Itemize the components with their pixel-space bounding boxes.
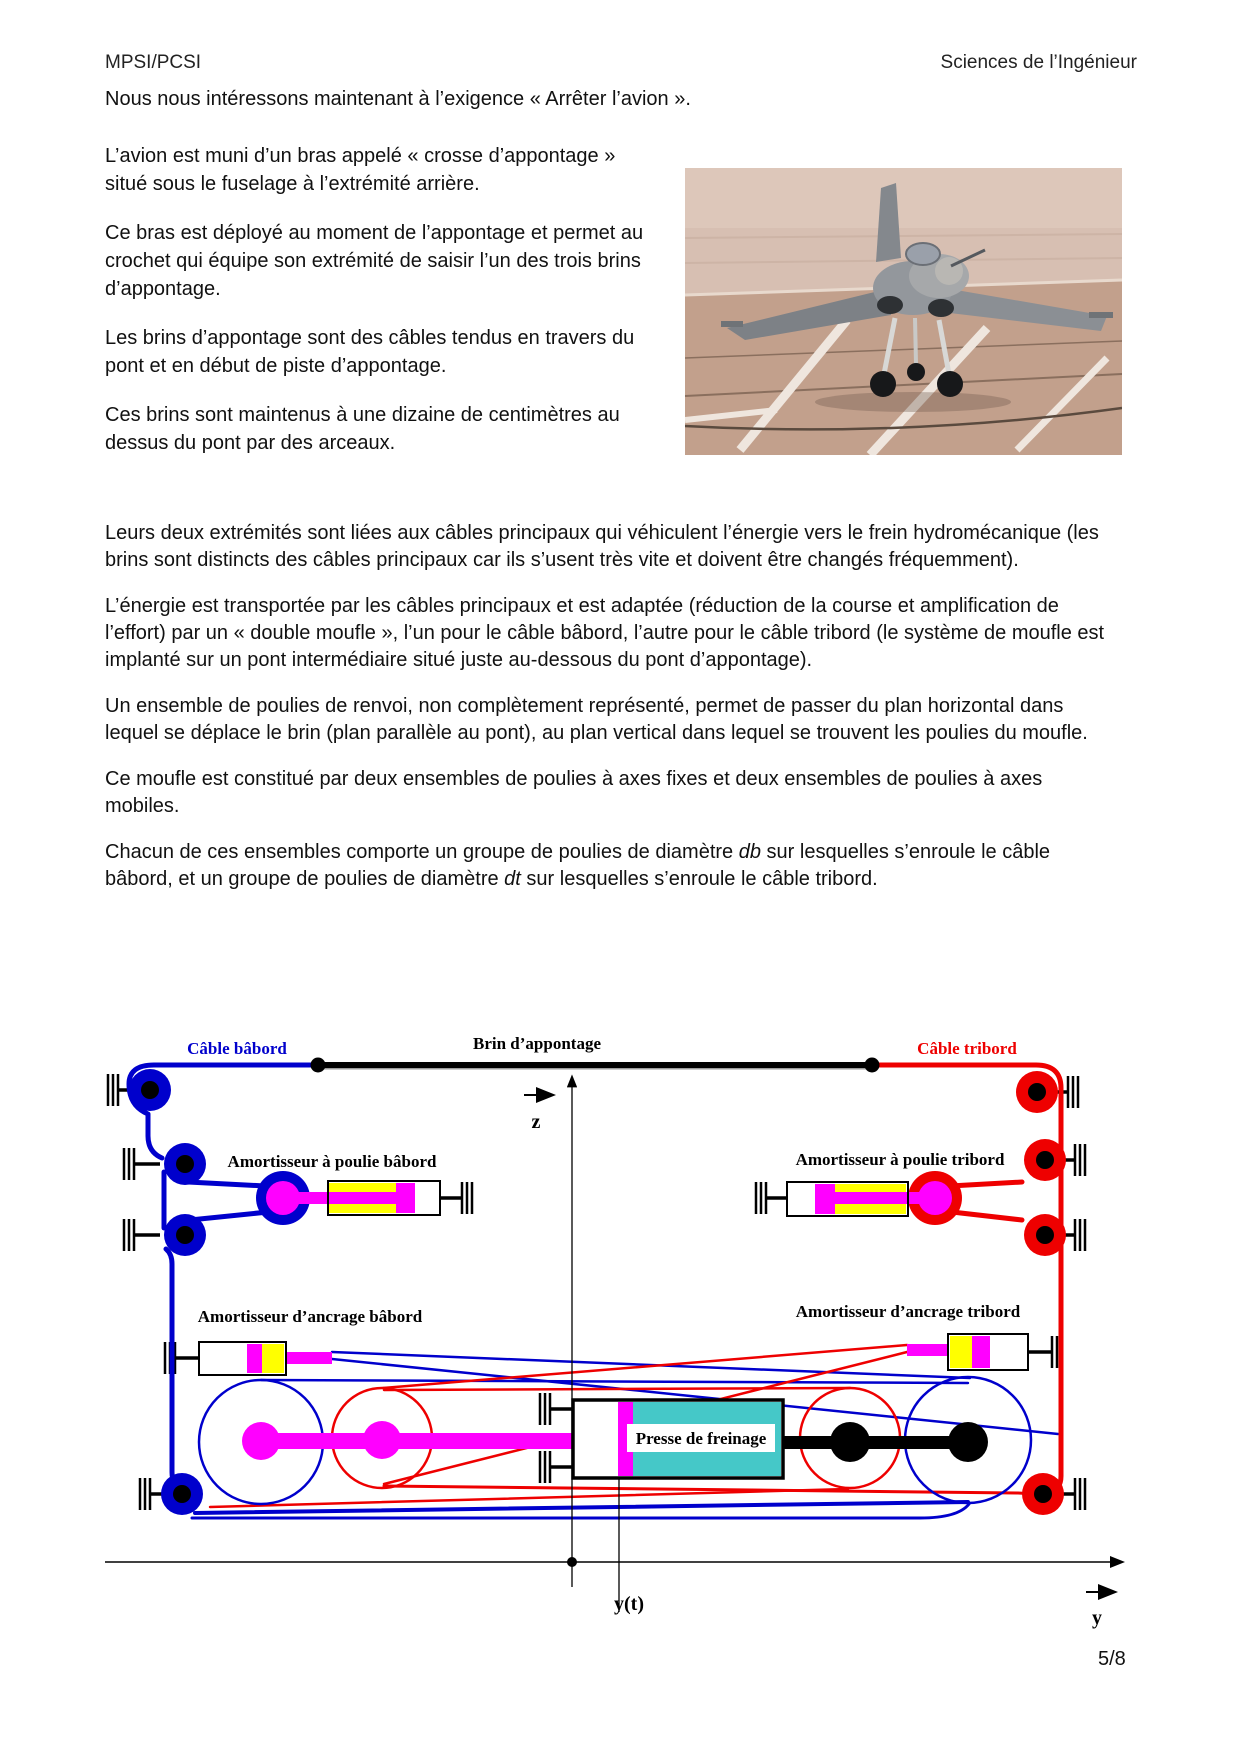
paragraph-poulies-renvoi: Un ensemble de poulies de renvoi, non complètement représenté, permet de passer du plan horizontal dans lequel se déplace le brin (plan parallèle au pont), au plan vertical dans lequel se trouvent les poulies du moufle. xyxy=(105,695,1088,744)
pulley-babord xyxy=(129,1069,171,1111)
hub xyxy=(242,1422,280,1460)
arresting-gear-diagram xyxy=(100,1032,1140,1632)
paragraph-extremites: Leurs deux extrémités sont liées aux câbles principaux qui véhiculent l’énergie vers le frein hydromécanique (les brins sont distincts des câbles principaux car ils s’usent très vite et doivent être changés fréquemment). xyxy=(105,522,1099,571)
label-amortisseur-poulie-babord: Amortisseur à poulie bâbord xyxy=(227,1152,437,1171)
label-cable-tribord: Câble tribord xyxy=(917,1039,1017,1058)
canopy xyxy=(906,243,940,265)
wheel xyxy=(937,371,963,397)
cable-junction xyxy=(865,1058,880,1073)
header-course: MPSI/PCSI xyxy=(105,52,202,73)
label-brin: Brin d’appontage xyxy=(473,1034,601,1053)
nose-gear-strut xyxy=(915,318,916,364)
aircraft-photo-svg xyxy=(685,168,1122,455)
pulley-tribord xyxy=(1024,1214,1066,1256)
amortisseur-ancrage-babord xyxy=(199,1342,332,1375)
presse-de-freinage xyxy=(573,1400,783,1478)
origin-dot xyxy=(567,1557,577,1567)
paragraph-bras: Ce bras est déployé au moment de l’appontage et permet au crochet qui équipe son extrémité de saisir l’un des trois brins d’appontage. xyxy=(105,222,644,300)
aircraft-photo xyxy=(685,168,1122,455)
text-part: sur lesquelles s’enroule le câble bâbord, et un groupe de poulies de diamètre xyxy=(105,841,1051,890)
pulley-babord xyxy=(161,1473,203,1515)
page-number: 5/8 xyxy=(1098,1648,1126,1670)
hub xyxy=(830,1422,870,1462)
amortisseur-poulie-babord xyxy=(256,1171,440,1225)
label-cable-babord: Câble bâbord xyxy=(187,1039,287,1058)
nose-wheel xyxy=(907,363,925,381)
presse-label: Presse de freinage xyxy=(635,1429,767,1448)
engine-intake xyxy=(877,296,903,314)
y-axis-label: y xyxy=(1092,1607,1102,1629)
paragraph-brins: Les brins d’appontage sont des câbles tendus en travers du pont et en début de piste d’appontage. xyxy=(105,327,635,377)
yt-label: y(t) xyxy=(614,1593,644,1615)
text-part: sur lesquelles s’enroule le câble tribord. xyxy=(520,868,878,890)
hub xyxy=(948,1422,988,1462)
main-text-column xyxy=(105,520,1115,912)
left-text-column xyxy=(105,142,650,478)
sky-band xyxy=(685,168,1122,228)
wingtip-missile xyxy=(721,321,743,327)
amortisseur-ancrage-tribord xyxy=(907,1334,1028,1370)
mobile-axle-bar xyxy=(261,1433,622,1449)
wheel xyxy=(870,371,896,397)
engine-intake xyxy=(928,299,954,317)
diameter-db: db xyxy=(738,841,761,863)
pulley-babord xyxy=(164,1143,206,1185)
hub xyxy=(363,1421,401,1459)
diagram-svg xyxy=(100,1032,1140,1632)
pulley-babord xyxy=(164,1214,206,1256)
header-subject: Sciences de l’Ingénieur xyxy=(940,52,1137,73)
pulley-tribord xyxy=(1016,1071,1058,1113)
label-amortisseur-ancrage-tribord: Amortisseur d’ancrage tribord xyxy=(795,1302,1021,1321)
paragraph-diametres xyxy=(105,839,1115,893)
label-amortisseur-poulie-tribord: Amortisseur à poulie tribord xyxy=(795,1150,1005,1169)
paragraph-crosse: L’avion est muni d’un bras appelé « crosse d’appontage » situé sous le fuselage à l’extrémité arrière. xyxy=(105,145,616,195)
paragraph-arceaux: Ces brins sont maintenus à une dizaine de centimètres au dessus du pont par des arceaux. xyxy=(105,404,620,454)
diameter-dt: dt xyxy=(504,868,521,890)
wingtip-missile xyxy=(1089,312,1113,318)
pulley-tribord xyxy=(1022,1473,1064,1515)
text-part: Chacun de ces ensembles comporte un groupe de poulies de diamètre xyxy=(105,841,739,863)
z-axis-label: z xyxy=(531,1111,541,1133)
paragraph-energie: L’énergie est transportée par les câbles principaux et est adaptée (réduction de la course et amplification de l’effort) par un « double moufle », l’un pour le câble bâbord, l’autre pour le câble tribord (le système de moufle est implanté sur un pont intermédiaire situé juste au-dessous du pont d’appontage). xyxy=(105,595,1105,671)
fixed-axle-bar xyxy=(783,1436,973,1449)
amortisseur-poulie-tribord xyxy=(787,1171,962,1225)
cable-junction xyxy=(311,1058,326,1073)
intro-sentence: Nous nous intéressons maintenant à l’exigence « Arrêter l’avion ». xyxy=(105,88,691,110)
aircraft-shadow xyxy=(815,392,1011,412)
pulley-tribord xyxy=(1024,1139,1066,1181)
label-amortisseur-ancrage-babord: Amortisseur d’ancrage bâbord xyxy=(197,1307,423,1326)
paragraph-moufle: Ce moufle est constitué par deux ensembles de poulies à axes fixes et deux ensembles de poulies à axes mobiles. xyxy=(105,768,1043,817)
